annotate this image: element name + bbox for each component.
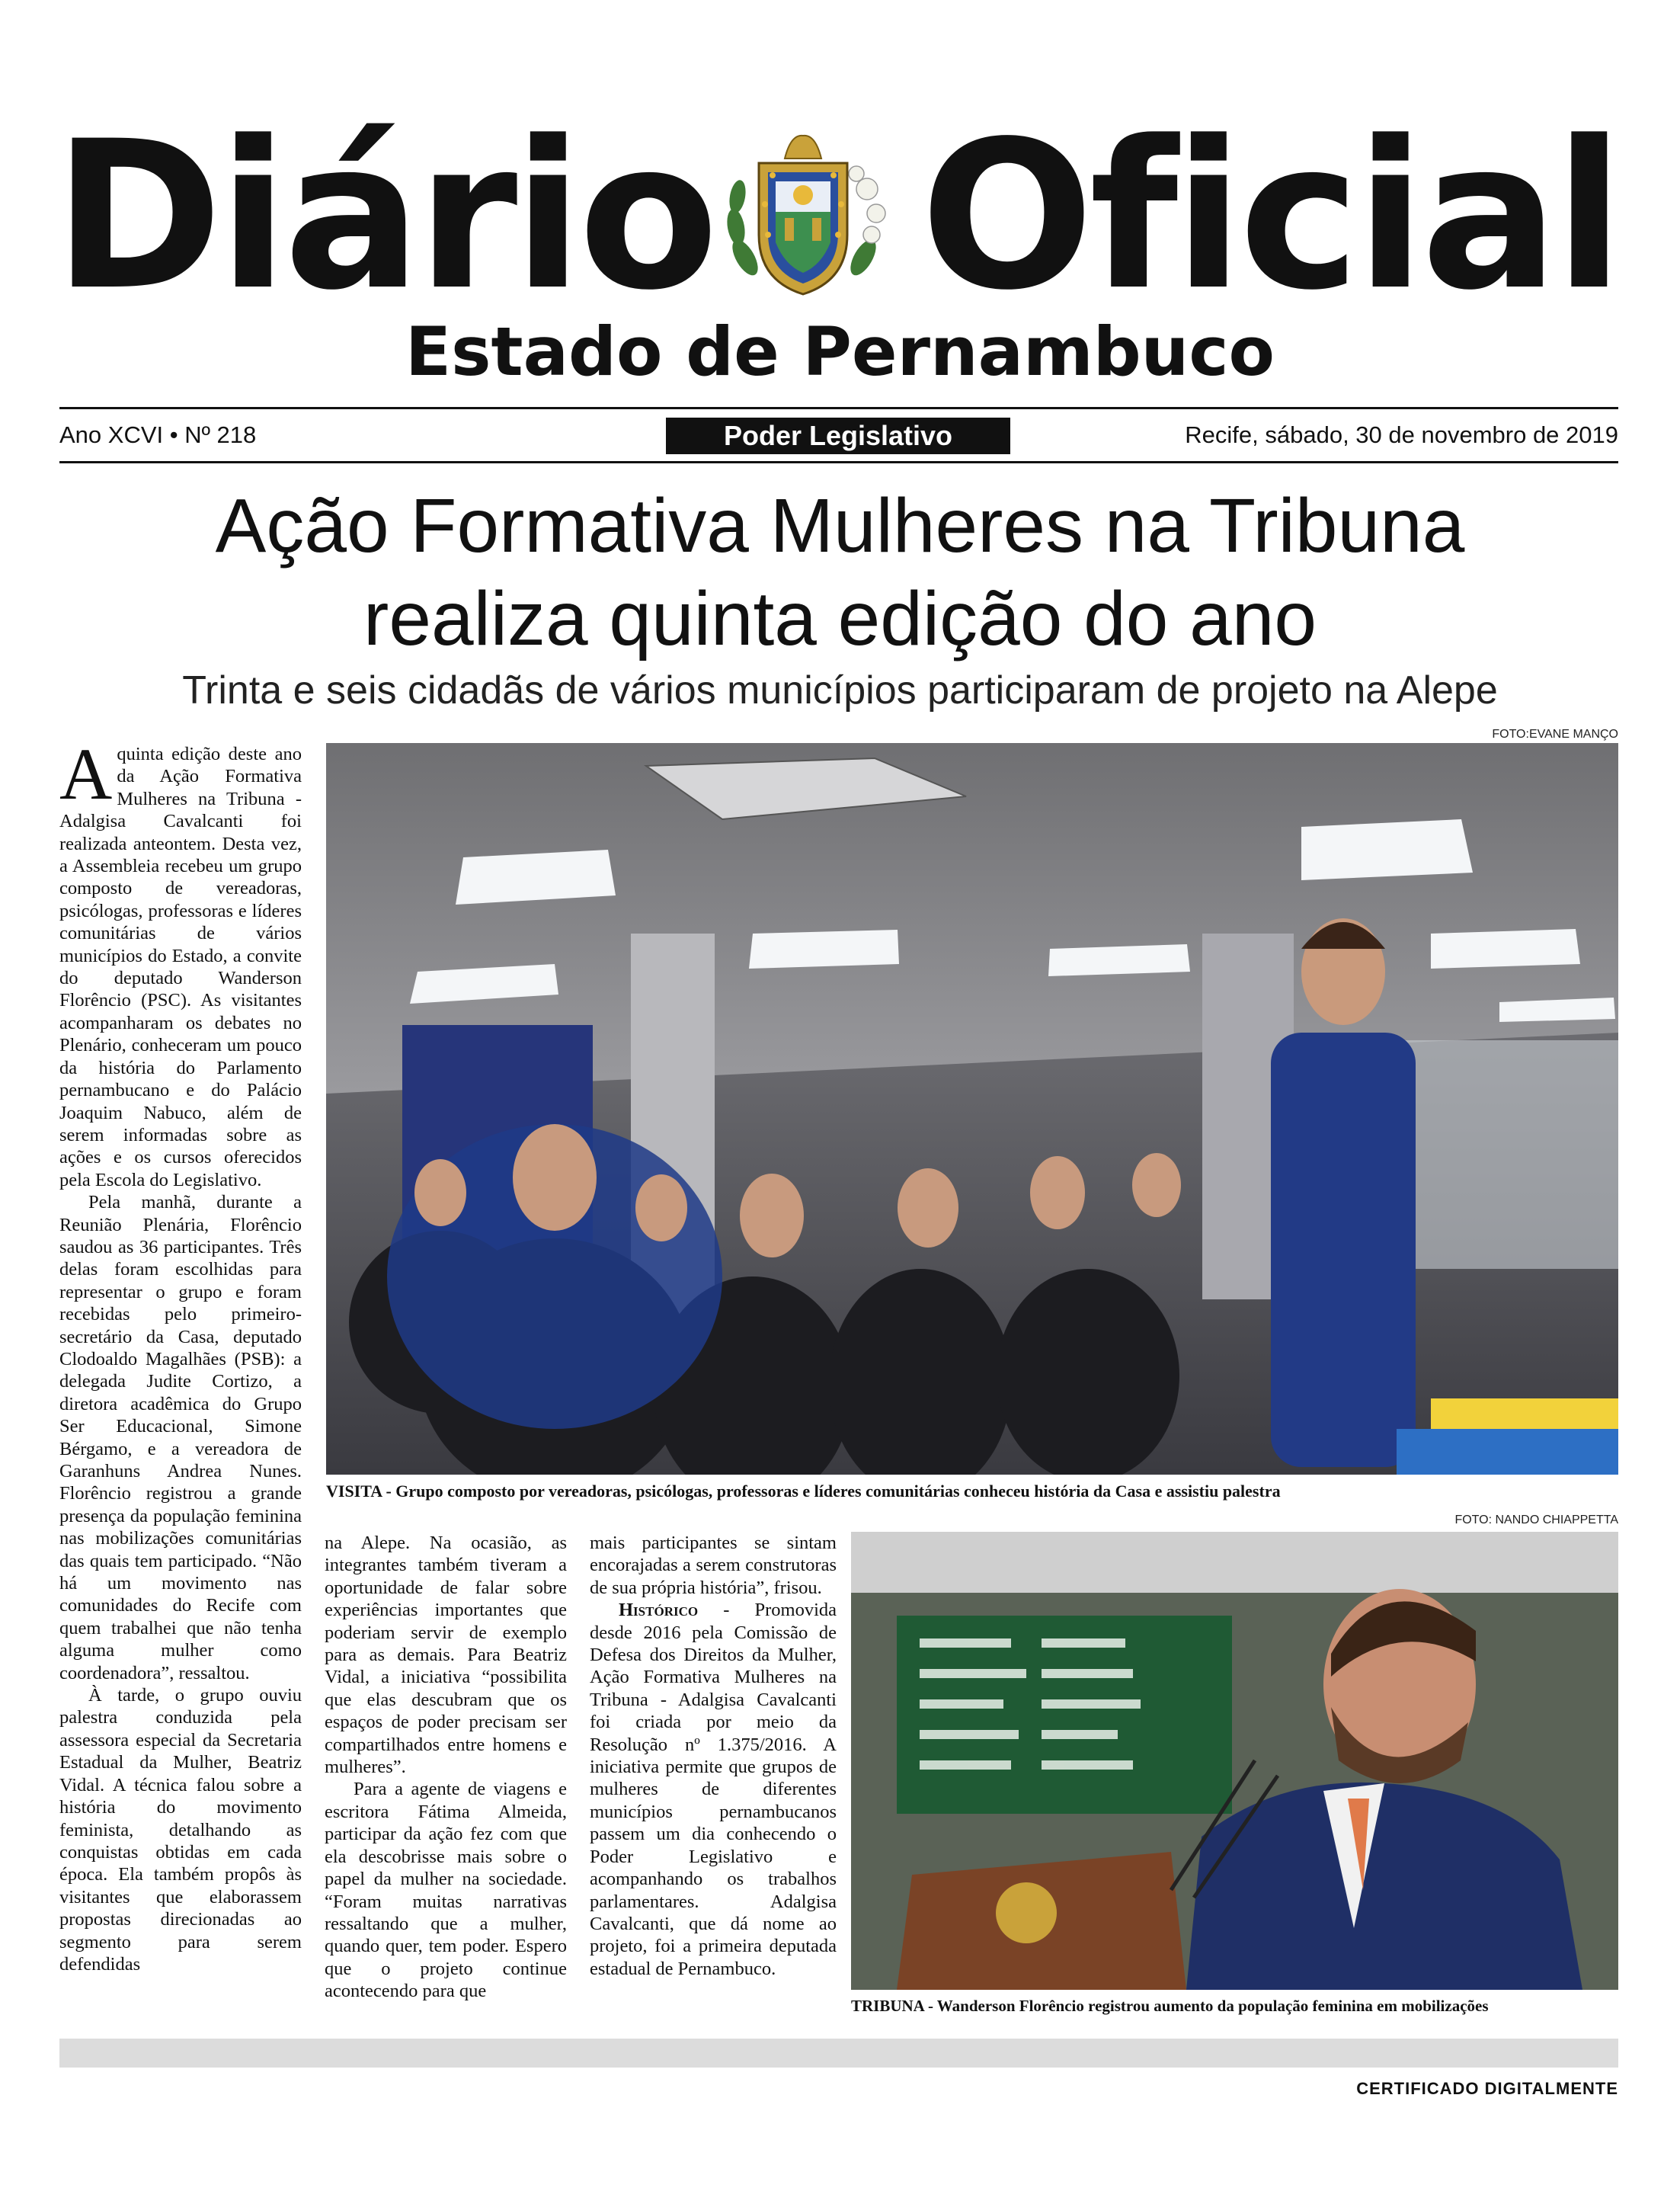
photo-second-credit: FOTO: NANDO CHIAPPETTA [1454, 1514, 1618, 1526]
masthead-title-right: Oficial [920, 98, 1620, 335]
photo-second-caption: TRIBUNA - Wanderson Florêncio registrou aumento da população feminina em mobilizações [851, 1997, 1489, 2015]
article-paragraph: mais participantes se sintam encorajadas a serem construtoras de sua própria história”, frisou. [590, 1533, 837, 1598]
masthead-subtitle: Estado de Pernambuco [405, 312, 1275, 391]
article-paragraph: Para a agente de viagens e escritora Fátima Almeida, participar da ação fez com que ela descobrisse mais sobre o papel da mulher na sociedade. “Foram muitas narrativas ressaltando que a mulher, quando quer, tem poder. Espero que o projeto continue acontecendo para que [325, 1779, 567, 2002]
article-column-2 [325, 1532, 567, 2003]
section-badge: Poder Legislativo [666, 418, 1010, 454]
drop-cap: A [59, 733, 113, 815]
headline-line-2: realiza quinta edição do ano [363, 576, 1317, 661]
article-paragraph: quinta edição deste ano da Ação Formativa Mulheres na Tribuna - Adalgisa Cavalcanti foi realizada anteontem. Desta vez, a Assembleia recebeu um grupo composto de vereadoras, psicólogas, professoras e líderes comunitárias de vários municípios do Estado, a convite do deputado Wanderson Florêncio (PSC). As visitantes acompanharam os debates no Plenário, conheceram um pouco da história do Parlamento pernambucano e do Palácio Joaquim Nabuco, além de serem informadas sobre as ações e os cursos oferecidos pela Escola do Legislativo. [59, 744, 302, 1190]
article-paragraph: Pela manhã, durante a Reunião Plenária, Florêncio saudou as 36 participantes. Três delas foram escolhidas para representar o grupo e foram recebidas pelo primeiro-secretário da Casa, deputado Clodoaldo Magalhães (PSB): a delegada Judite Cortizo, a diretora acadêmica do Grupo Ser Educacional, Simone Bérgamo, e a vereadora de Garanhuns Andrea Nunes. Florêncio registrou a grande presença da população feminina nas mobilizações comunitárias das quais tem participado. “Não há um movimento nas comunidades do Recife com quem trabalhei que não tenha alguma mulher como coordenadora”, ressaltou. [59, 1192, 302, 1683]
footer-bar [59, 2039, 1618, 2068]
article-column-1 [59, 733, 302, 1975]
headline-line-1: Ação Formativa Mulheres na Tribuna [215, 483, 1465, 569]
masthead-rule-top [59, 407, 1618, 409]
photo-main-caption: VISITA - Grupo composto por vereadoras, psicólogas, professoras e líderes comunitárias conheceu história da Casa e assistiu palestra [326, 1481, 1281, 1501]
pernambuco-coat-of-arms-icon [715, 128, 891, 303]
photo-main-credit: FOTO:EVANE MANÇO [1492, 728, 1618, 741]
edition-number: Ano XCVI • Nº 218 [59, 421, 257, 448]
subheadline: Trinta e seis cidadãs de vários municípios participaram de projeto na Alepe [182, 668, 1498, 713]
article-paragraph: - Promovida desde 2016 pela Comissão de Defesa dos Direitos da Mulher, Ação Formativa Mulheres na Tribuna - Adalgisa Cavalcanti foi criada por meio da Resolução nº 1.375/2016. A iniciativa permite que grupos de mulheres de diferentes municípios pernambucanos passem um dia conhecendo o Poder Legislativo e acompanhando os trabalhos parlamentares. Adalgisa Cavalcanti, que dá nome ao projeto, foi a primeira deputada estadual de Pernambuco. [590, 1600, 837, 1979]
masthead-title-left: Diário [53, 98, 715, 335]
masthead-rule-bottom [59, 461, 1618, 463]
photo-main [326, 743, 1618, 1475]
digital-certificate-label: CERTIFICADO DIGITALMENTE [1356, 2079, 1618, 2098]
article-column-3 [590, 1532, 837, 1980]
section-lead-historico: Histórico [619, 1600, 699, 1621]
dateline: Recife, sábado, 30 de novembro de 2019 [1185, 421, 1618, 448]
photo-second [851, 1532, 1618, 1990]
article-paragraph: na Alepe. Na ocasião, as integrantes também tiveram a oportunidade de falar sobre experiências importantes que poderiam servir de exemplo para as demais. Para Beatriz Vidal, a iniciativa “possibilita que elas descubram que os espaços de poder precisam ser compartilhados entre homens e mulheres”. [325, 1533, 567, 1778]
article-paragraph: À tarde, o grupo ouviu palestra conduzida pela assessora especial da Secretaria Estadual da Mulher, Beatriz Vidal. A técnica falou sobre a história do movimento feminista, detalhando as conquistas obtidas em cada época. Ela também propôs às visitantes que elaborassem propostas direcionadas ao segmento para serem defendidas [59, 1685, 302, 1975]
